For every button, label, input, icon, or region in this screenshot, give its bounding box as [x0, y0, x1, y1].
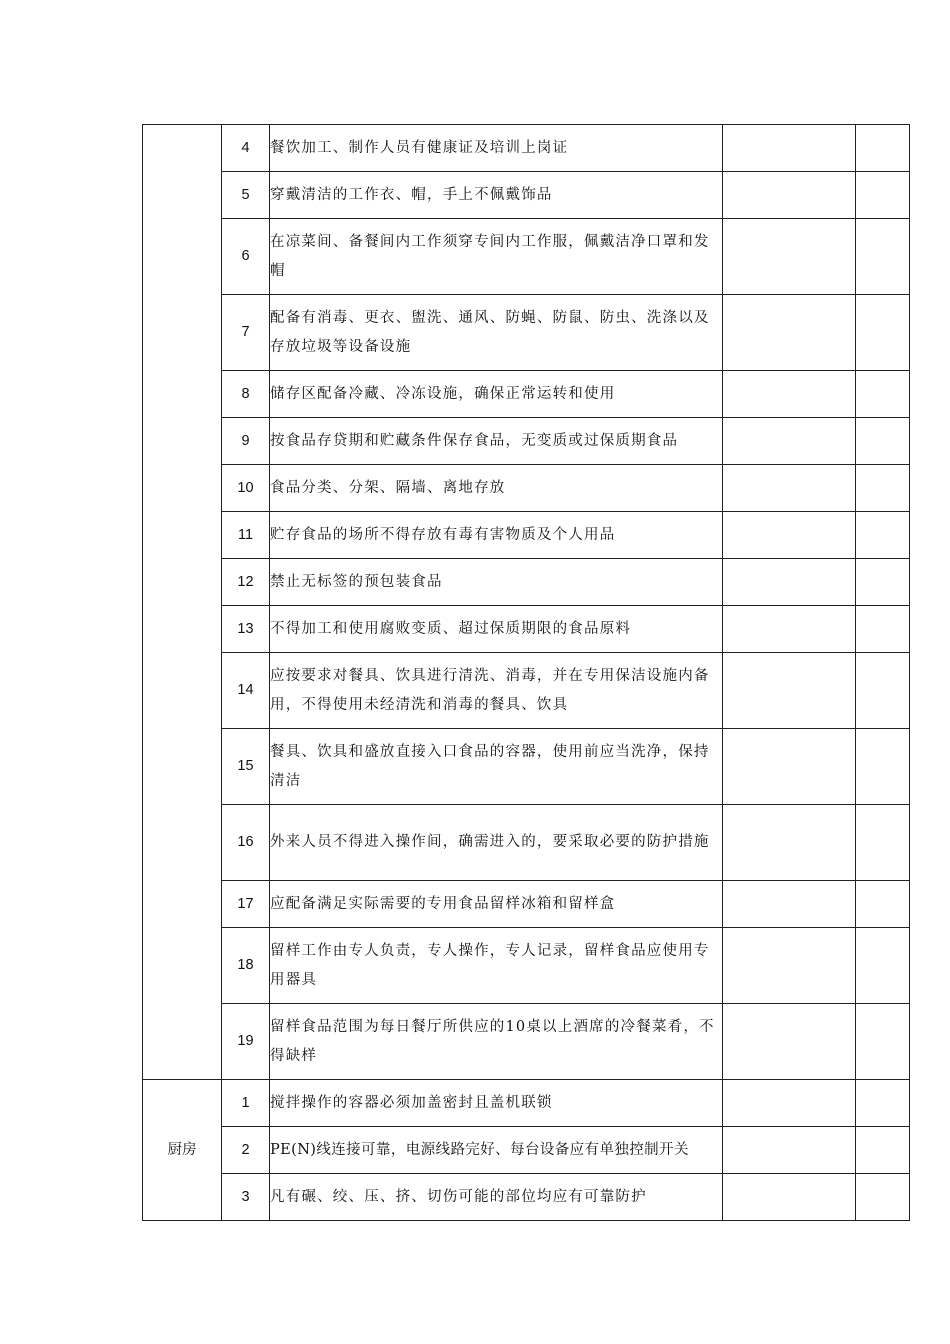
item-text: 凡有碾、绞、压、挤、切伤可能的部位均应有可靠防护	[270, 1174, 723, 1221]
table-row	[143, 1004, 910, 1080]
item-number: 11	[222, 512, 270, 559]
table-row	[143, 1174, 910, 1221]
item-text: 按食品存贷期和贮藏条件保存食品，无变质或过保质期食品	[270, 418, 723, 465]
remark-cell[interactable]	[856, 881, 910, 928]
item-number: 6	[222, 219, 270, 295]
result-cell[interactable]	[723, 729, 856, 805]
result-cell[interactable]	[723, 125, 856, 172]
remark-cell[interactable]	[856, 653, 910, 729]
result-cell[interactable]	[723, 805, 856, 881]
table-row	[143, 881, 910, 928]
item-number: 2	[222, 1127, 270, 1174]
result-cell[interactable]	[723, 559, 856, 606]
item-text: 食品分类、分架、隔墙、离地存放	[270, 465, 723, 512]
table-row	[143, 371, 910, 418]
category-cell: 厨房	[143, 1080, 222, 1221]
item-number: 19	[222, 1004, 270, 1080]
result-cell[interactable]	[723, 653, 856, 729]
item-number: 12	[222, 559, 270, 606]
item-text: 储存区配备冷藏、冷冻设施，确保正常运转和使用	[270, 371, 723, 418]
remark-cell[interactable]	[856, 172, 910, 219]
table-row	[143, 653, 910, 729]
item-number: 13	[222, 606, 270, 653]
remark-cell[interactable]	[856, 371, 910, 418]
result-cell[interactable]	[723, 295, 856, 371]
item-text: 留样工作由专人负责，专人操作，专人记录，留样食品应使用专用器具	[270, 928, 723, 1004]
remark-cell[interactable]	[856, 1174, 910, 1221]
item-number: 5	[222, 172, 270, 219]
item-text: 餐饮加工、制作人员有健康证及培训上岗证	[270, 125, 723, 172]
remark-cell[interactable]	[856, 1004, 910, 1080]
result-cell[interactable]	[723, 219, 856, 295]
inspection-table	[142, 124, 910, 1221]
item-text: 贮存食品的场所不得存放有毒有害物质及个人用品	[270, 512, 723, 559]
item-text: 留样食品范围为每日餐厅所供应的10桌以上酒席的冷餐菜肴，不得缺样	[270, 1004, 723, 1080]
table-row	[143, 418, 910, 465]
remark-cell[interactable]	[856, 729, 910, 805]
result-cell[interactable]	[723, 418, 856, 465]
category-cell	[143, 125, 222, 1080]
item-text: 应配备满足实际需要的专用食品留样冰箱和留样盒	[270, 881, 723, 928]
table-row	[143, 729, 910, 805]
item-text: 餐具、饮具和盛放直接入口食品的容器，使用前应当洗净，保持清洁	[270, 729, 723, 805]
result-cell[interactable]	[723, 1080, 856, 1127]
remark-cell[interactable]	[856, 1127, 910, 1174]
table-row	[143, 1127, 910, 1174]
item-number: 18	[222, 928, 270, 1004]
result-cell[interactable]	[723, 1004, 856, 1080]
item-text: 不得加工和使用腐败变质、超过保质期限的食品原料	[270, 606, 723, 653]
item-number: 9	[222, 418, 270, 465]
item-text: 禁止无标签的预包装食品	[270, 559, 723, 606]
item-number: 14	[222, 653, 270, 729]
table-row	[143, 219, 910, 295]
table-row	[143, 125, 910, 172]
result-cell[interactable]	[723, 928, 856, 1004]
result-cell[interactable]	[723, 172, 856, 219]
result-cell[interactable]	[723, 512, 856, 559]
result-cell[interactable]	[723, 371, 856, 418]
remark-cell[interactable]	[856, 805, 910, 881]
table-row	[143, 465, 910, 512]
result-cell[interactable]	[723, 1127, 856, 1174]
remark-cell[interactable]	[856, 559, 910, 606]
item-number: 7	[222, 295, 270, 371]
remark-cell[interactable]	[856, 125, 910, 172]
table-row	[143, 805, 910, 881]
remark-cell[interactable]	[856, 512, 910, 559]
item-number: 8	[222, 371, 270, 418]
item-text: 应按要求对餐具、饮具进行清洗、消毒，并在专用保洁设施内备用，不得使用未经清洗和消毒的餐具、饮具	[270, 653, 723, 729]
item-number: 15	[222, 729, 270, 805]
table-row	[143, 512, 910, 559]
item-number: 17	[222, 881, 270, 928]
table-row	[143, 928, 910, 1004]
item-text: 外来人员不得进入操作间，确需进入的，要采取必要的防护措施	[270, 805, 723, 881]
result-cell[interactable]	[723, 465, 856, 512]
remark-cell[interactable]	[856, 606, 910, 653]
item-text: 在凉菜间、备餐间内工作须穿专间内工作服，佩戴洁净口罩和发帽	[270, 219, 723, 295]
remark-cell[interactable]	[856, 295, 910, 371]
result-cell[interactable]	[723, 1174, 856, 1221]
item-text: PE(N)线连接可靠，电源线路完好、每台设备应有单独控制开关	[270, 1127, 723, 1174]
item-number: 10	[222, 465, 270, 512]
table-row	[143, 172, 910, 219]
table-row	[143, 295, 910, 371]
table-row	[143, 1080, 910, 1127]
item-number: 3	[222, 1174, 270, 1221]
remark-cell[interactable]	[856, 418, 910, 465]
remark-cell[interactable]	[856, 1080, 910, 1127]
remark-cell[interactable]	[856, 219, 910, 295]
table-row	[143, 606, 910, 653]
item-text: 穿戴清洁的工作衣、帽，手上不佩戴饰品	[270, 172, 723, 219]
result-cell[interactable]	[723, 606, 856, 653]
item-text: 搅拌操作的容器必须加盖密封且盖机联锁	[270, 1080, 723, 1127]
item-number: 16	[222, 805, 270, 881]
item-text: 配备有消毒、更衣、盥洗、通风、防蝇、防鼠、防虫、洗涤以及存放垃圾等设备设施	[270, 295, 723, 371]
item-number: 4	[222, 125, 270, 172]
item-number: 1	[222, 1080, 270, 1127]
table-row	[143, 559, 910, 606]
result-cell[interactable]	[723, 881, 856, 928]
remark-cell[interactable]	[856, 928, 910, 1004]
remark-cell[interactable]	[856, 465, 910, 512]
